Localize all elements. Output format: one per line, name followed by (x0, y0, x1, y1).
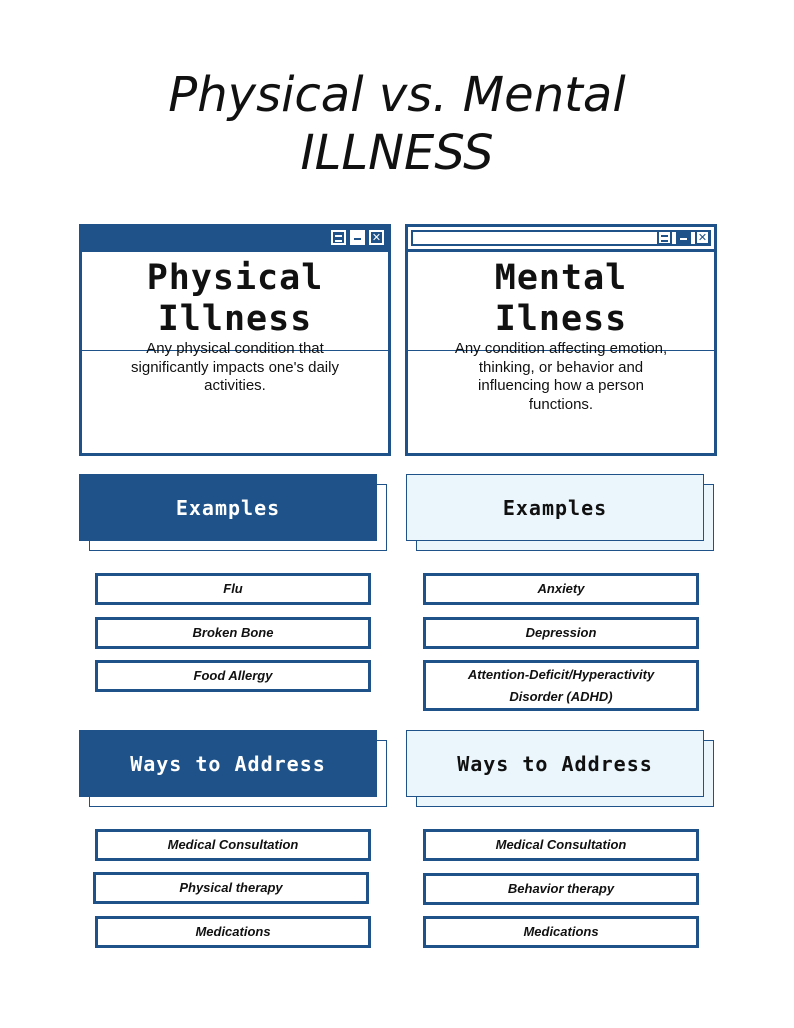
list-item: Physical therapy (93, 872, 369, 904)
physical-illness-window (79, 224, 391, 456)
list-item: Depression (423, 617, 699, 649)
section-label: Ways to Address (406, 730, 704, 797)
close-icon: ✕ (695, 230, 710, 245)
window-heading-line1: Mental (494, 258, 628, 298)
window-titlebar (82, 227, 388, 252)
section-label: Examples (79, 474, 377, 541)
list-item: Medical Consultation (95, 829, 371, 861)
window-description: Any physical condition that significantly impacts one's daily activities. (131, 340, 339, 394)
list-item: Behavior therapy (423, 873, 699, 905)
physical-examples-header (79, 474, 377, 541)
window-description: Any condition affecting emotion, thinking, or behavior and influencing how a person functions. (454, 340, 668, 413)
maximize-icon (350, 230, 365, 245)
list-item: Medical Consultation (423, 829, 699, 861)
section-label: Examples (406, 474, 704, 541)
list-item: Anxiety (423, 573, 699, 605)
list-item: Food Allergy (95, 660, 371, 692)
list-item: Medications (423, 916, 699, 948)
window-titlebar (408, 227, 714, 252)
window-heading-line2: Ilness (494, 299, 628, 339)
list-item: Flu (95, 573, 371, 605)
page-title-line1: Physical vs. Mental (168, 67, 626, 123)
list-item: Attention-Deficit/Hyperactivity Disorder (ADHD) (423, 660, 699, 711)
list-item: Broken Bone (95, 617, 371, 649)
window-heading-line2: Illness (157, 299, 313, 339)
window-heading-line1: Physical (146, 258, 324, 298)
maximize-icon (676, 230, 691, 245)
mental-ways-header (406, 730, 704, 797)
minimize-icon (657, 230, 672, 245)
close-icon: ✕ (369, 230, 384, 245)
page-title-line2: ILLNESS (300, 125, 494, 181)
list-item: Medications (95, 916, 371, 948)
minimize-icon (331, 230, 346, 245)
section-label: Ways to Address (79, 730, 377, 797)
mental-illness-window (405, 224, 717, 456)
mental-examples-header (406, 474, 704, 541)
physical-ways-header (79, 730, 377, 797)
